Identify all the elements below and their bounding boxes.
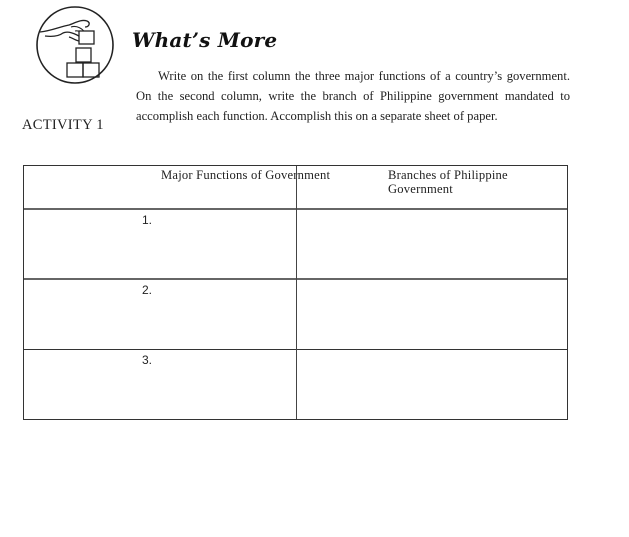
- function-cell-1[interactable]: [24, 210, 296, 278]
- answer-table: [23, 165, 568, 420]
- branch-cell-1[interactable]: [298, 210, 567, 278]
- hand-stacking-blocks-icon: [33, 5, 117, 85]
- function-cell-3[interactable]: [24, 350, 296, 420]
- branch-cell-3[interactable]: [298, 350, 567, 420]
- row-number: 2.: [142, 283, 153, 297]
- column-header-functions: Major Functions of Government: [161, 168, 331, 182]
- function-cell-2[interactable]: [24, 280, 296, 349]
- instructions-text: Write on the first column the three major functions of a country’s government. On the second column, write the branch of Philippine government mandated to accomplish each function. Accomplish this on a separate sheet of paper.: [136, 69, 570, 123]
- branch-cell-2[interactable]: [298, 280, 567, 349]
- row-number: 3.: [142, 353, 153, 367]
- row-number: 1.: [142, 213, 153, 227]
- column-header-branches: Branches of Philippine Government: [388, 168, 508, 196]
- activity-instructions: [136, 66, 570, 126]
- section-title: What’s More: [132, 28, 278, 52]
- column-divider: [296, 166, 297, 419]
- activity-label: ACTIVITY 1: [22, 117, 104, 133]
